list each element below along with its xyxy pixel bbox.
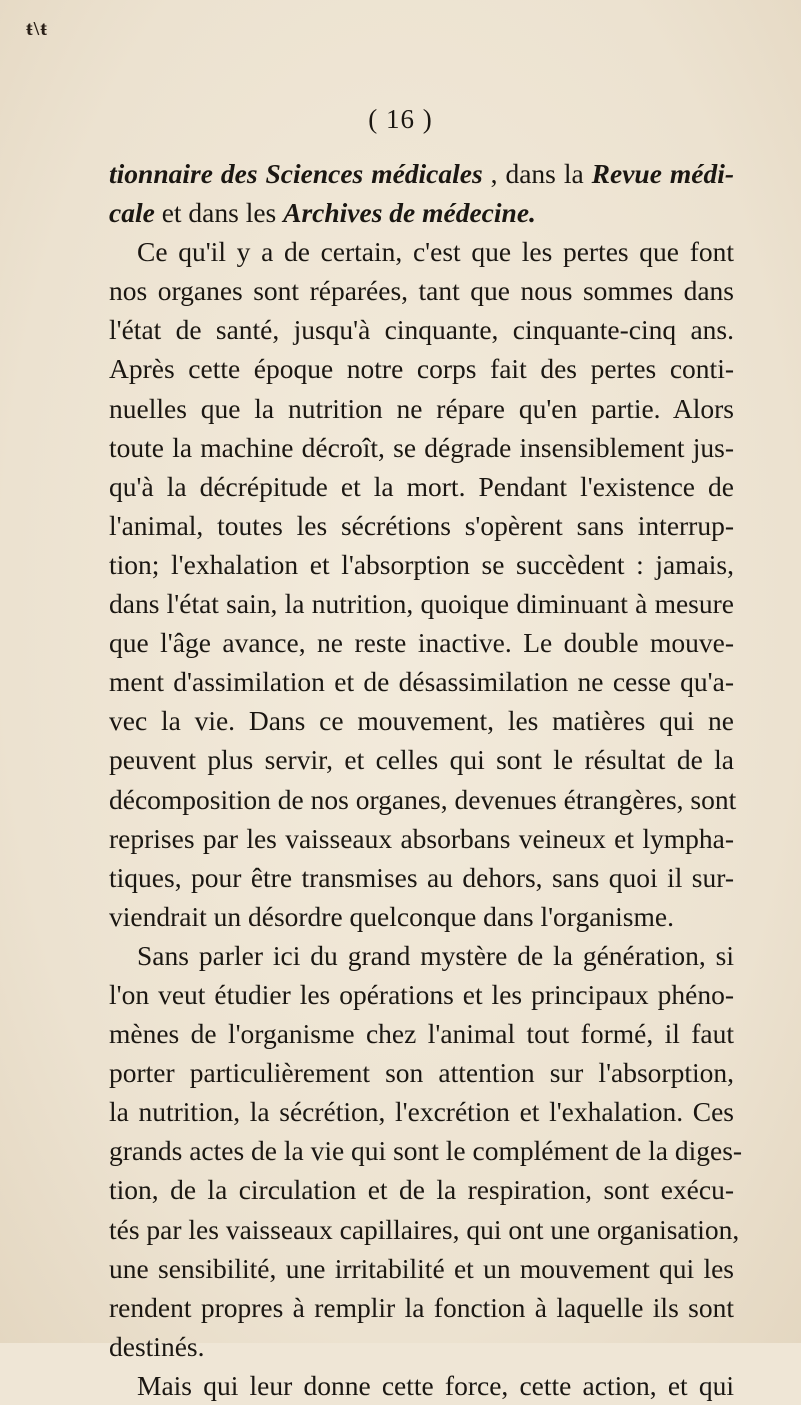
text-line: Après cette époque notre corps fait des pertes conti- (109, 353, 734, 385)
text-line: reprises par les vaisseaux absorbans veineux et lympha- (109, 822, 734, 854)
text-line: rendent propres à remplir la fonction à laquelle ils sont (109, 1291, 734, 1323)
text-run: , dans la (482, 158, 592, 189)
text-run: et dans les (154, 197, 284, 229)
text-line: nuelles que la nutrition ne répare qu'en partie. Alors (109, 392, 734, 424)
text-line: qu'à la décrépitude et la mort. Pendant l'existence de (109, 470, 734, 502)
text-line: tion, de la circulation et de la respiration, sont exécu- (109, 1174, 734, 1206)
text-line: l'animal, toutes les sécrétions s'opèrent sans interrup- (109, 509, 734, 541)
italic-title: Revue médi- (591, 158, 734, 189)
text-line (109, 154, 734, 193)
text-line: tion; l'exhalation et l'absorption se succèdent : jamais, (109, 548, 734, 580)
corner-mark: ŧ\ŧ (26, 18, 48, 40)
text-line: ment d'assimilation et de désassimilation ne cesse qu'a- (109, 666, 734, 698)
text-line: l'on veut étudier les opérations et les principaux phéno- (109, 978, 734, 1010)
text-line: une sensibilité, une irritabilité et un mouvement qui les (109, 1252, 734, 1284)
text-line: nos organes sont réparées, tant que nous sommes dans (109, 275, 734, 307)
page-number: ( 16 ) (368, 104, 433, 134)
text-line: grands actes de la vie qui sont le complément de la diges- (109, 1135, 743, 1167)
text-line: que l'âge avance, ne reste inactive. Le double mouve- (109, 627, 734, 659)
text-line: viendrait un désordre quelconque dans l'organisme. (109, 900, 674, 932)
text-line: destinés. (109, 1330, 205, 1362)
text-line: peuvent plus servir, et celles qui sont le résultat de la (109, 744, 734, 776)
text-line: tiques, pour être transmises au dehors, sans quoi il sur- (109, 861, 734, 893)
text-line: porter particulièrement son attention sur l'absorption, (109, 1057, 734, 1089)
paragraph-lines (109, 232, 743, 1405)
text-line (109, 193, 734, 232)
text-line: mènes de l'organisme chez l'animal tout formé, il faut (109, 1018, 734, 1050)
text-line: Mais qui leur donne cette force, cette action, et qui (137, 1369, 734, 1401)
text-line: tés par les vaisseaux capillaires, qui ont une organisation, (109, 1213, 740, 1245)
text-line: Ce qu'il y a de certain, c'est que les pertes que font (137, 236, 734, 268)
text-line: vec la vie. Dans ce mouvement, les matières qui ne (109, 705, 734, 737)
italic-title: Archives de médecine. (283, 197, 536, 229)
body-text (109, 154, 743, 1405)
text-line: l'état de santé, jusqu'à cinquante, cinquante-cinq ans. (109, 314, 734, 346)
italic-title: tionnaire des Sciences médicales (109, 158, 483, 189)
text-line: la nutrition, la sécrétion, l'excrétion et l'exhalation. Ces (109, 1096, 734, 1128)
italic-title: cale (109, 197, 155, 229)
text-line: décomposition de nos organes, devenues étrangères, sont (109, 783, 737, 815)
text-line: Sans parler ici du grand mystère de la génération, si (137, 939, 734, 971)
text-line: dans l'état sain, la nutrition, quoique diminuant à mesure (109, 588, 734, 620)
text-line: toute la machine décroît, se dégrade insensiblement jus- (109, 431, 734, 463)
